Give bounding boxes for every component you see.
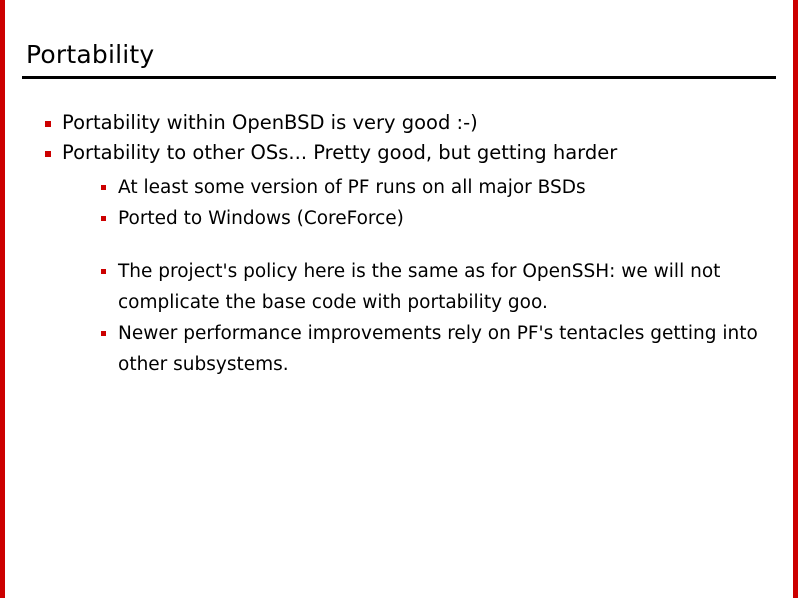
left-accent-bar — [0, 0, 5, 598]
list-item-label: The project's policy here is the same as for OpenSSH: we will not complicate the base code with portability goo. — [118, 261, 721, 313]
square-bullet-icon — [45, 151, 51, 157]
list-item — [98, 256, 774, 318]
list-spacer — [98, 234, 774, 256]
list-item — [98, 203, 774, 234]
square-bullet-icon — [101, 185, 106, 190]
list-item-label: Ported to Windows (CoreForce) — [118, 208, 404, 229]
square-bullet-icon — [45, 121, 51, 127]
list-item — [98, 172, 774, 203]
list-item-label: At least some version of PF runs on all major BSDs — [118, 177, 586, 198]
square-bullet-icon — [101, 331, 106, 336]
title-divider — [22, 76, 776, 79]
list-item — [98, 318, 774, 380]
slide-title: Portability — [26, 40, 155, 69]
right-accent-bar — [793, 0, 798, 598]
slide-body — [40, 108, 774, 380]
list-item-label: Portability to other OSs... Pretty good, but getting harder — [62, 141, 618, 164]
bullet-list — [40, 108, 774, 380]
list-item-label: Portability within OpenBSD is very good :-) — [62, 111, 478, 134]
square-bullet-icon — [101, 216, 106, 221]
sub-bullet-list — [62, 172, 774, 380]
list-item — [40, 108, 774, 138]
list-item-label: Newer performance improvements rely on PF's tentacles getting into other subsystems. — [118, 323, 758, 375]
list-item — [40, 138, 774, 380]
square-bullet-icon — [101, 269, 106, 274]
